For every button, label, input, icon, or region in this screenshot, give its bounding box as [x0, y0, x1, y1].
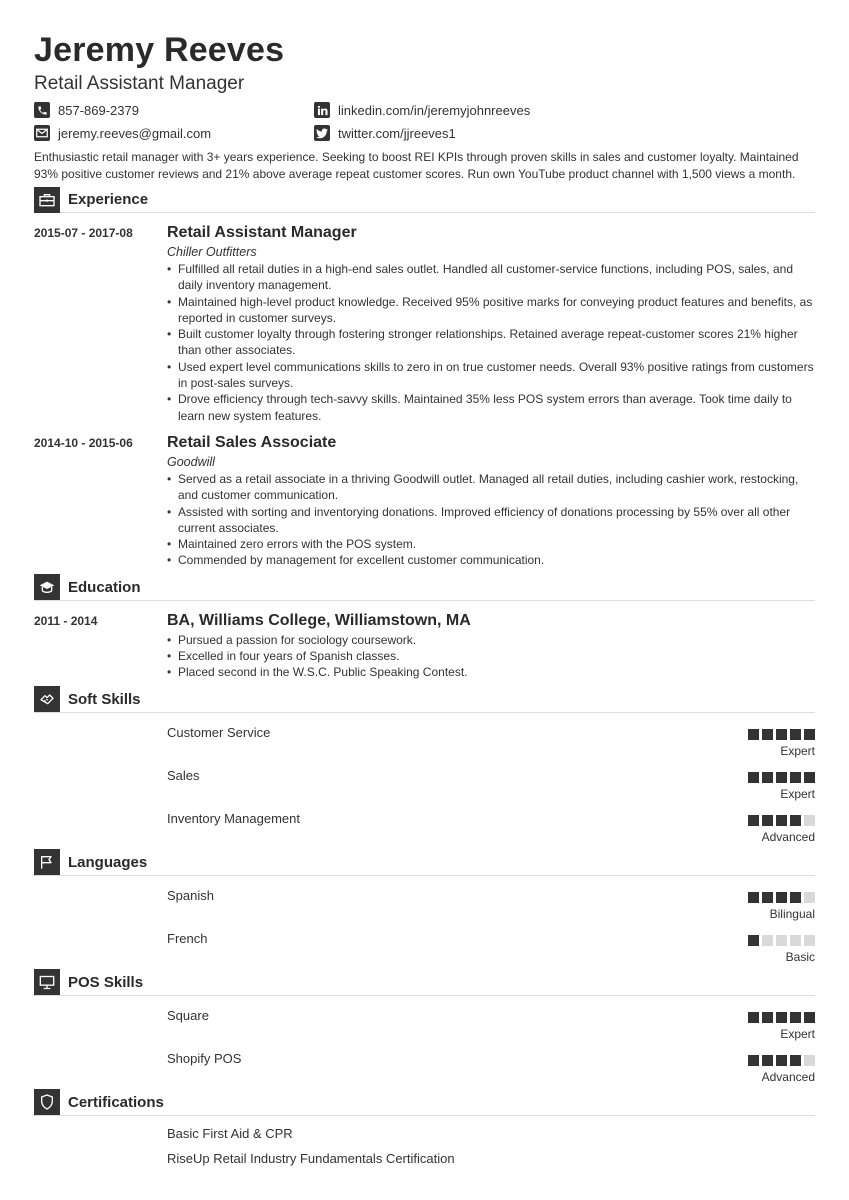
rating-square-filled — [762, 892, 773, 903]
skill-row — [34, 801, 815, 844]
linkedin-text[interactable]: linkedin.com/in/jeremyjohnreeves — [338, 102, 531, 118]
linkedin-icon — [314, 102, 330, 118]
entry-role: Retail Assistant Manager — [167, 224, 357, 241]
rating-square-filled — [748, 935, 759, 946]
pos-skills-section — [34, 970, 815, 1084]
soft-skills-section — [34, 687, 815, 844]
education-heading: Education — [68, 578, 141, 596]
bullet-item: • Maintained zero errors with the POS system. — [167, 536, 815, 552]
rating-square-filled — [776, 1012, 787, 1023]
rating-square-empty — [804, 815, 815, 826]
bullet-item: • Pursued a passion for sociology coursework. — [167, 632, 815, 648]
skill-name: French — [167, 930, 208, 946]
soft-skills-header — [34, 687, 815, 713]
rating-square-filled — [762, 815, 773, 826]
rating-square-filled — [748, 1055, 759, 1066]
skill-name: Shopify POS — [167, 1050, 242, 1066]
rating-square-filled — [790, 815, 801, 826]
rating-square-filled — [748, 815, 759, 826]
skill-level: Expert — [780, 786, 815, 801]
skill-row — [34, 998, 815, 1041]
skill-rating — [745, 1012, 815, 1023]
skill-name: Customer Service — [167, 724, 271, 740]
rating-square-empty — [804, 1055, 815, 1066]
certifications-header — [34, 1090, 815, 1116]
rating-square-filled — [776, 729, 787, 740]
entry-role: Retail Sales Associate — [167, 433, 337, 451]
phone-icon — [34, 102, 50, 118]
education-header — [34, 575, 815, 601]
skill-row — [34, 878, 815, 921]
phone-text[interactable]: 857-869-2379 — [58, 102, 139, 118]
soft-skills-list — [34, 715, 815, 844]
rating-square-filled — [762, 1055, 773, 1066]
bullet-item: • Placed second in the W.S.C. Public Speaking Contest. — [167, 664, 815, 680]
skill-name: Sales — [167, 767, 200, 783]
rating-square-filled — [762, 729, 773, 740]
rating-square-filled — [804, 729, 815, 740]
graduation-cap-icon — [34, 574, 60, 600]
rating-square-filled — [748, 772, 759, 783]
skill-rating — [745, 935, 815, 946]
summary-text: Enthusiastic retail manager with 3+ years experience. Seeking to boost REI KPIs through proven skills in sales and customer loyalty. Maintained 93% positive customer reviews and 21% above average repeat customer scores. Run own YouTube product channel with 1,500 views a month. — [34, 150, 799, 181]
experience-header — [34, 187, 815, 213]
rating-square-filled — [804, 1012, 815, 1023]
rating-square-empty — [804, 892, 815, 903]
entry-organization: Goodwill — [167, 454, 215, 469]
bullet-item: • Assisted with sorting and inventorying donations. Improved efficiency of donations processing by 55% over all other current associates. — [167, 504, 815, 537]
entry-degree: BA, Williams College, Williamstown, MA — [167, 611, 471, 629]
skill-level: Advanced — [761, 829, 815, 844]
skill-level: Expert — [780, 743, 815, 758]
rating-square-filled — [748, 1012, 759, 1023]
certifications-heading: Certifications — [68, 1093, 164, 1111]
entry-date: 2015-07 - 2017-08 — [34, 226, 133, 240]
skill-level: Expert — [780, 1026, 815, 1041]
skill-row — [34, 921, 815, 964]
rating-square-filled — [790, 1055, 801, 1066]
rating-square-filled — [790, 772, 801, 783]
soft-skills-heading: Soft Skills — [68, 690, 141, 708]
pos-skills-heading: POS Skills — [68, 973, 144, 991]
rating-square-empty — [804, 935, 815, 946]
pos-skills-list — [34, 998, 815, 1084]
skill-name: Square — [167, 1007, 209, 1023]
experience-entry — [34, 433, 815, 569]
certification-item: RiseUp Retail Industry Fundamentals Certification — [167, 1150, 455, 1166]
entry-bullets — [167, 471, 815, 569]
candidate-title: Retail Assistant Manager — [34, 73, 245, 94]
education-entry — [34, 611, 815, 681]
flag-icon — [34, 849, 60, 875]
rating-square-filled — [762, 772, 773, 783]
skill-row — [34, 758, 815, 801]
skill-rating — [745, 1055, 815, 1066]
rating-square-filled — [748, 729, 759, 740]
skill-name: Spanish — [167, 887, 214, 903]
skill-rating — [745, 815, 815, 826]
rating-square-filled — [776, 892, 787, 903]
pos-skills-header — [34, 970, 815, 996]
languages-section — [34, 850, 815, 964]
languages-list — [34, 878, 815, 964]
bullet-item: • Drove efficiency through tech-savvy skills. Maintained 35% less POS system errors than average. Took time daily to learn new system features. — [167, 391, 815, 424]
entry-date: 2014-10 - 2015-06 — [34, 435, 133, 450]
rating-square-filled — [776, 772, 787, 783]
contact-linkedin — [314, 101, 530, 119]
experience-heading: Experience — [68, 191, 149, 208]
rating-square-filled — [762, 1012, 773, 1023]
email-icon — [34, 125, 50, 141]
bullet-item: • Commended by management for excellent customer communication. — [167, 552, 815, 568]
bullet-item: • Excelled in four years of Spanish classes. — [167, 648, 815, 664]
experience-section — [34, 187, 815, 569]
experience-entry — [34, 223, 815, 424]
contact-block — [34, 101, 815, 147]
entry-organization: Chiller Outfitters — [167, 245, 257, 259]
monitor-icon — [34, 969, 60, 995]
rating-square-filled — [790, 892, 801, 903]
skill-level: Advanced — [761, 1069, 815, 1084]
twitter-text[interactable]: twitter.com/jjreeves1 — [338, 125, 456, 141]
certification-item: Basic First Aid & CPR — [167, 1125, 293, 1141]
rating-square-filled — [776, 815, 787, 826]
contact-phone — [34, 101, 139, 119]
rating-square-empty — [790, 935, 801, 946]
rating-square-empty — [762, 935, 773, 946]
skill-row — [34, 1041, 815, 1084]
rating-square-filled — [790, 1012, 801, 1023]
rating-square-empty — [776, 935, 787, 946]
skill-row — [34, 715, 815, 758]
bullet-item: • Used expert level communications skills to zero in on true customer needs. Overall 93% positive ratings from customers in post-sales surveys. — [167, 359, 815, 392]
contact-twitter — [314, 124, 456, 142]
skill-name: Inventory Management — [167, 810, 300, 826]
rating-square-filled — [804, 772, 815, 783]
skill-level: Basic — [785, 949, 815, 964]
handshake-icon — [34, 686, 60, 712]
entry-date: 2011 - 2014 — [34, 613, 98, 628]
languages-heading: Languages — [68, 853, 148, 871]
bullet-item: • Fulfilled all retail duties in a high-end sales outlet. Handled all customer-service functions, including POS, sales, and daily inventory management. — [167, 261, 815, 294]
skill-rating — [745, 772, 815, 783]
bullet-item: • Served as a retail associate in a thriving Goodwill outlet. Managed all retail duties, including cashier work, restocking, and customer communication. — [167, 471, 815, 504]
skill-rating — [745, 729, 815, 740]
languages-header — [34, 850, 815, 876]
twitter-icon — [314, 125, 330, 141]
shield-icon — [34, 1089, 60, 1115]
skill-rating — [745, 892, 815, 903]
candidate-name: Jeremy Reeves — [34, 31, 285, 69]
briefcase-icon — [34, 187, 60, 213]
contact-email — [34, 124, 211, 142]
bullet-item: • Built customer loyalty through fostering stronger relationships. Retained average repeat-customer scores 21% higher than other associates. — [167, 326, 815, 359]
rating-square-filled — [790, 729, 801, 740]
skill-level: Bilingual — [769, 906, 815, 921]
rating-square-filled — [776, 1055, 787, 1066]
education-section — [34, 575, 815, 681]
certifications-section — [34, 1090, 815, 1167]
email-text[interactable]: jeremy.reeves@gmail.com — [58, 125, 212, 141]
resume-page — [34, 30, 815, 1167]
bullet-item: • Maintained high-level product knowledge. Received 95% positive marks for conveying product features and benefits, as reported in customer surveys. — [167, 294, 815, 327]
entry-bullets — [167, 261, 815, 424]
entry-bullets — [167, 632, 815, 681]
rating-square-filled — [748, 892, 759, 903]
